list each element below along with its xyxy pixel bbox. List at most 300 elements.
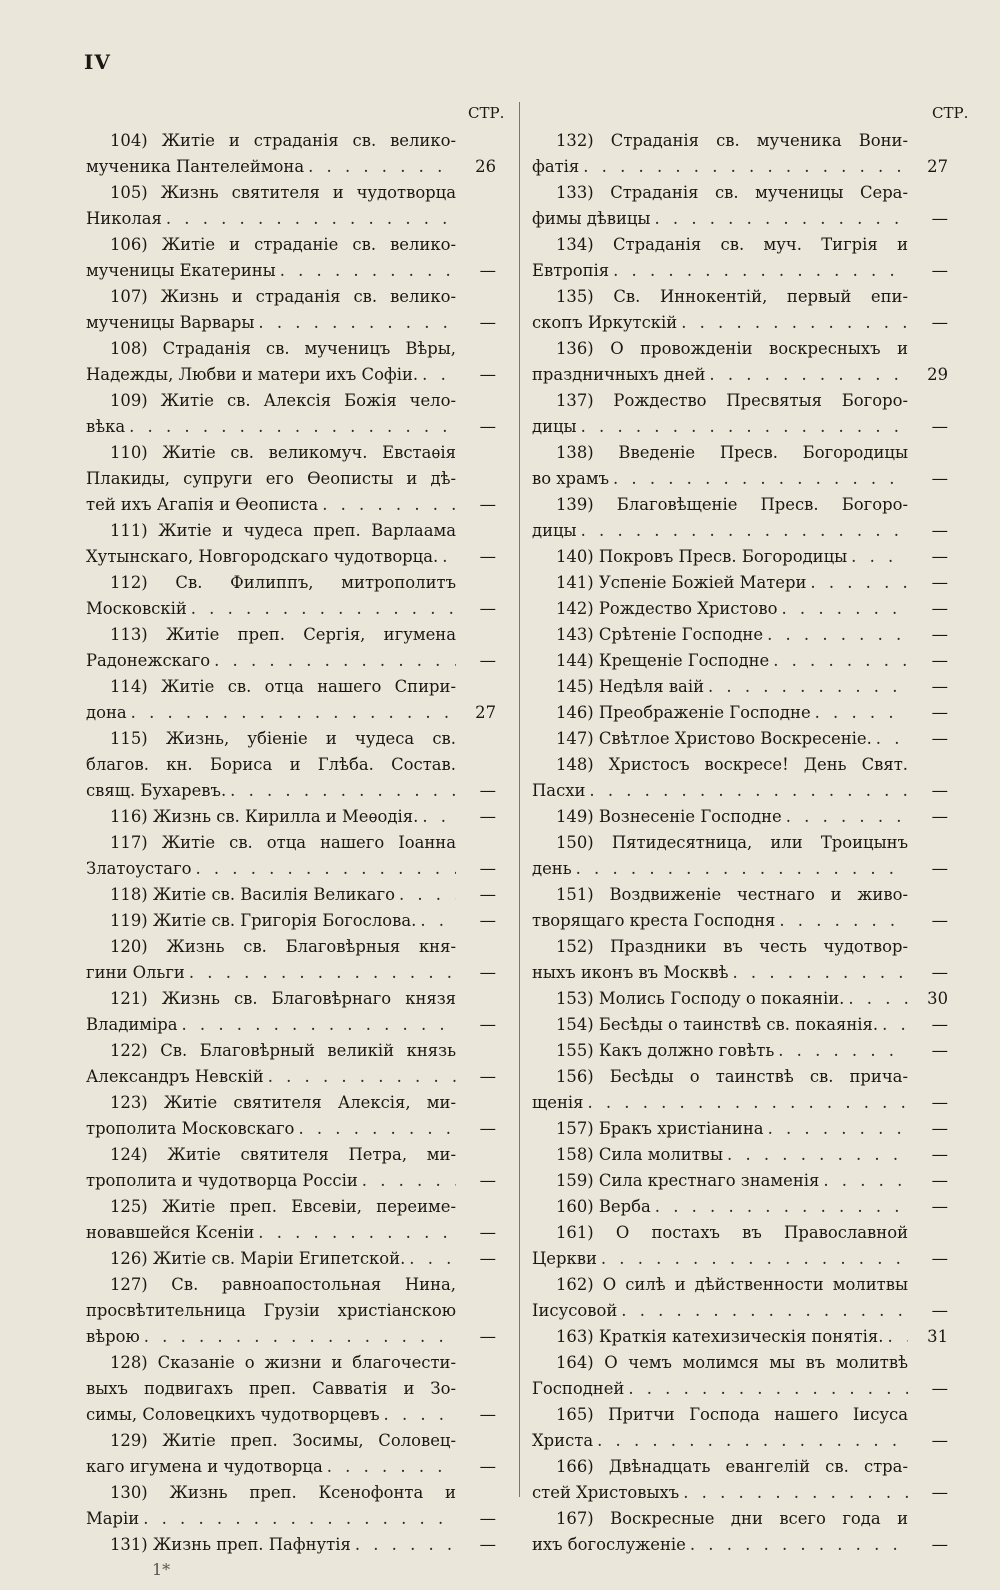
toc-page-number: —: [479, 1535, 496, 1554]
toc-entry-text: Радонежскаго: [86, 651, 211, 670]
toc-page-number: —: [931, 625, 948, 644]
toc-entry: [532, 1012, 948, 1038]
toc-entry: [86, 726, 496, 804]
toc-entry-text: Христа: [532, 1431, 594, 1450]
toc-entry-text: 128) Сказаніе о жизни и благочести-: [110, 1353, 456, 1372]
toc-entry: [86, 1246, 496, 1272]
dot-leader: [214, 648, 456, 674]
toc-entry-text: 164) О чемъ молимся мы въ молитвѣ: [556, 1353, 908, 1372]
toc-entry: [86, 1350, 496, 1428]
dot-leader: [258, 1220, 456, 1246]
dot-leader: [166, 206, 456, 232]
toc-page-number: —: [479, 261, 496, 280]
toc-page-number: —: [931, 1197, 948, 1216]
toc-entry: [532, 622, 948, 648]
toc-entry: [86, 1428, 496, 1480]
dot-leader: [327, 1454, 456, 1480]
toc-entry-text: 140) Покровъ Пресв. Богородицы: [556, 547, 848, 566]
dot-leader: [851, 544, 908, 570]
toc-entry: [532, 128, 948, 180]
toc-entry-text: ихъ богослуженіе: [532, 1535, 686, 1554]
toc-entry-text: стей Христовыхъ: [532, 1483, 680, 1502]
toc-entry-text: 105) Жизнь святителя и чудотворца: [110, 183, 456, 202]
toc-page-number: —: [479, 1327, 496, 1346]
toc-entry-text: Пасхи: [532, 781, 586, 800]
dot-leader: [322, 492, 456, 518]
toc-entry-text: 119) Житіе св. Григорія Богослова.: [110, 911, 417, 930]
toc-entry: [532, 934, 948, 986]
toc-entry: [532, 1220, 948, 1272]
dot-leader: [654, 206, 908, 232]
toc-entry-text: благов. кн. Бориса и Глѣба. Состав.: [86, 755, 456, 774]
toc-entry-text: 156) Бесѣды о таинствѣ св. прича-: [556, 1067, 908, 1086]
toc-entry-text: Владиміра: [86, 1015, 178, 1034]
dot-leader: [268, 1064, 456, 1090]
toc-page-number: 31: [927, 1327, 948, 1346]
dot-leader: [230, 778, 456, 804]
toc-entry-text: трополита и чудотворца Россіи: [86, 1171, 358, 1190]
toc-entry-text: вѣрою: [86, 1327, 140, 1346]
toc-entry: [532, 180, 948, 232]
toc-entry-text: 113) Житіе преп. Сергія, игумена: [110, 625, 456, 644]
toc-entry: [532, 882, 948, 934]
toc-entry-text: щенія: [532, 1093, 584, 1112]
toc-entry-text: 121) Жизнь св. Благовѣрнаго князя: [110, 989, 456, 1008]
toc-entry: [86, 1038, 496, 1090]
toc-entry-text: 130) Жизнь преп. Ксенофонта и: [110, 1483, 456, 1502]
right-column-contents: [532, 128, 948, 1558]
toc-page-number: —: [931, 469, 948, 488]
toc-entry-text: 158) Сила молитвы: [556, 1145, 724, 1164]
toc-page-number: —: [479, 859, 496, 878]
toc-entry-text: скопъ Иркутскій: [532, 313, 678, 332]
signature-mark: 1*: [152, 1560, 171, 1579]
dot-leader: [409, 1246, 456, 1272]
toc-entry-text: 124) Житіе святителя Петра, ми-: [110, 1145, 456, 1164]
toc-entry-text: Златоустаго: [86, 859, 192, 878]
toc-entry-text: 110) Житіе св. великомуч. Евстаѳія: [110, 443, 456, 462]
dot-leader: [810, 570, 908, 596]
dot-leader: [589, 778, 908, 804]
toc-entry-text: 160) Верба: [556, 1197, 651, 1216]
toc-page-number: —: [931, 677, 948, 696]
toc-entry: [532, 284, 948, 336]
toc-entry-text: Александръ Невскій: [86, 1067, 264, 1086]
toc-page-number: —: [479, 911, 496, 930]
dot-leader: [708, 674, 908, 700]
toc-entry: [532, 700, 948, 726]
toc-entry-text: Плакиды, супруги его Ѳеописты и дѣ-: [86, 469, 456, 488]
page-number: IV: [84, 50, 111, 74]
toc-page-number: —: [931, 651, 948, 670]
toc-entry: [532, 1402, 948, 1454]
toc-entry-text: 120) Жизнь св. Благовѣрныя кня-: [110, 937, 456, 956]
toc-entry-text: Евтропія: [532, 261, 610, 280]
toc-entry-text: 138) Введеніе Пресв. Богородицы: [556, 443, 908, 462]
toc-entry-text: 136) О провожденіи воскресныхъ и: [556, 339, 908, 358]
toc-entry-text: 115) Жизнь, убіеніе и чудеса св.: [110, 729, 456, 748]
dot-leader: [773, 648, 908, 674]
toc-entry: [86, 934, 496, 986]
toc-page-number: —: [931, 1145, 948, 1164]
dot-leader: [280, 258, 456, 284]
toc-entry-text: 147) Свѣтлое Христово Воскресеніе.: [556, 729, 872, 748]
dot-leader: [848, 986, 908, 1012]
toc-entry: [532, 336, 948, 388]
dot-leader: [768, 1116, 908, 1142]
toc-entry: [86, 440, 496, 518]
toc-entry: [532, 570, 948, 596]
toc-page-number: —: [931, 261, 948, 280]
toc-page-number: —: [931, 781, 948, 800]
toc-page-number: —: [931, 1015, 948, 1034]
toc-page-number: —: [931, 209, 948, 228]
toc-entry: [532, 596, 948, 622]
toc-entry-text: дицы: [532, 521, 577, 540]
toc-entry-text: гини Ольги: [86, 963, 185, 982]
toc-entry-text: 125) Житіе преп. Евсевіи, переиме-: [110, 1197, 456, 1216]
toc-entry-text: просвѣтительница Грузіи христіанскою: [86, 1301, 456, 1320]
toc-entry-text: фатія: [532, 157, 580, 176]
toc-entry: [86, 128, 496, 180]
toc-entry-text: 142) Рождество Христово: [556, 599, 778, 618]
toc-entry-text: праздничныхъ дней: [532, 365, 706, 384]
toc-entry-text: ныхъ иконъ въ Москвѣ: [532, 963, 729, 982]
toc-entry-text: 162) О силѣ и дѣйственности молитвы: [556, 1275, 908, 1294]
toc-page-number: —: [931, 521, 948, 540]
toc-page-number: —: [931, 573, 948, 592]
toc-page-number: 29: [927, 365, 948, 384]
toc-page-number: —: [931, 1483, 948, 1502]
toc-entry-text: 139) Благовѣщеніе Пресв. Богоро-: [556, 495, 908, 514]
dot-leader: [587, 1090, 908, 1116]
toc-page-number: —: [931, 1041, 948, 1060]
toc-page-number: —: [931, 1301, 948, 1320]
toc-page-number: —: [931, 313, 948, 332]
toc-entry: [532, 752, 948, 804]
toc-entry-text: 166) Двѣнадцать евангелій св. стра-: [556, 1457, 908, 1476]
toc-page-number: —: [931, 963, 948, 982]
toc-page-number: —: [479, 599, 496, 618]
toc-entry-text: 141) Успеніе Божіей Матери: [556, 573, 807, 592]
dot-leader: [823, 1168, 908, 1194]
dot-leader: [681, 310, 908, 336]
dot-leader: [422, 804, 456, 830]
toc-page-number: —: [931, 703, 948, 722]
toc-entry-text: 106) Житіе и страданіе св. велико-: [110, 235, 456, 254]
dot-leader: [601, 1246, 908, 1272]
dot-leader: [191, 596, 456, 622]
toc-entry-text: 152) Праздники въ честь чудотвор-: [556, 937, 908, 956]
toc-entry-text: 157) Бракъ христіанина: [556, 1119, 764, 1138]
toc-entry-text: 137) Рождество Пресвятыя Богоро-: [556, 391, 908, 410]
toc-entry: [532, 726, 948, 752]
toc-entry: [532, 1272, 948, 1324]
toc-entry-text: тей ихъ Агапія и Ѳеописта: [86, 495, 319, 514]
dot-leader: [422, 362, 456, 388]
toc-entry: [86, 1272, 496, 1350]
toc-page-number: —: [479, 1223, 496, 1242]
toc-page-number: —: [479, 495, 496, 514]
toc-entry-text: дона: [86, 703, 127, 722]
toc-entry: [86, 180, 496, 232]
dot-leader: [258, 310, 456, 336]
toc-entry-text: 143) Срѣтеніе Господне: [556, 625, 764, 644]
toc-page-number: —: [931, 1093, 948, 1112]
toc-entry: [86, 1480, 496, 1532]
toc-entry-text: Іисусовой: [532, 1301, 618, 1320]
dot-leader: [384, 1402, 456, 1428]
toc-entry-text: 116) Жизнь св. Кирилла и Меѳодія.: [110, 807, 419, 826]
toc-entry: [86, 804, 496, 830]
toc-entry-text: 129) Житіе преп. Зосимы, Соловец-: [110, 1431, 456, 1450]
toc-entry-text: 161) О постахъ въ Православной: [556, 1223, 908, 1242]
toc-page-number: —: [479, 1015, 496, 1034]
toc-page-number: —: [931, 1171, 948, 1190]
toc-page-number: —: [931, 1535, 948, 1554]
toc-entry-text: день: [532, 859, 572, 878]
toc-entry: [86, 232, 496, 284]
dot-leader: [782, 596, 908, 622]
toc-entry: [86, 830, 496, 882]
dot-leader: [442, 544, 456, 570]
dot-leader: [355, 1532, 456, 1558]
toc-page-number: —: [931, 599, 948, 618]
toc-entry-text: 154) Бесѣды о таинствѣ св. покаянія.: [556, 1015, 879, 1034]
toc-entry: [86, 1090, 496, 1142]
toc-entry: [86, 1142, 496, 1194]
toc-entry-text: 159) Сила крестнаго знаменія: [556, 1171, 820, 1190]
toc-page-number: —: [479, 1171, 496, 1190]
toc-entry: [86, 882, 496, 908]
toc-page-number: 26: [475, 157, 496, 176]
left-column-page-header: СТР.: [468, 104, 505, 122]
toc-entry-text: 111) Житіе и чудеса преп. Варлаама: [110, 521, 456, 540]
toc-entry: [86, 674, 496, 726]
toc-page-number: 27: [927, 157, 948, 176]
toc-entry: [532, 1142, 948, 1168]
toc-entry: [86, 1194, 496, 1246]
dot-leader: [727, 1142, 908, 1168]
dot-leader: [613, 466, 908, 492]
toc-entry-text: 151) Воздвиженіе честнаго и живо-: [556, 885, 908, 904]
dot-leader: [195, 856, 456, 882]
toc-entry-text: выхъ подвигахъ преп. Савватія и Зо-: [86, 1379, 456, 1398]
toc-entry-text: 122) Св. Благовѣрный великій князь: [110, 1041, 456, 1060]
dot-leader: [815, 700, 908, 726]
toc-entry-text: 131) Жизнь преп. Пафнутія: [110, 1535, 351, 1554]
toc-entry-text: 150) Пятидесятница, или Троицынъ: [556, 833, 908, 852]
dot-leader: [308, 154, 456, 180]
dot-leader: [683, 1480, 908, 1506]
toc-entry: [532, 388, 948, 440]
toc-entry-text: 117) Житіе св. отца нашего Іоанна: [110, 833, 456, 852]
toc-entry: [86, 986, 496, 1038]
toc-entry-text: Церкви: [532, 1249, 597, 1268]
toc-entry-text: 135) Св. Иннокентій, первый епи-: [556, 287, 908, 306]
toc-entry-text: 163) Краткія катехизическія понятія.: [556, 1327, 884, 1346]
toc-entry-text: трополита Московскаго: [86, 1119, 295, 1138]
toc-entry: [532, 232, 948, 284]
right-column-page-header: СТР.: [932, 104, 969, 122]
dot-leader: [786, 804, 908, 830]
dot-leader: [709, 362, 908, 388]
dot-leader: [129, 414, 456, 440]
dot-leader: [362, 1168, 456, 1194]
toc-page-number: —: [479, 547, 496, 566]
toc-entry-text: 107) Жизнь и страданія св. велико-: [110, 287, 456, 306]
toc-entry-text: Московскій: [86, 599, 187, 618]
toc-page-number: —: [479, 781, 496, 800]
dot-leader: [189, 960, 456, 986]
toc-entry-text: мученицы Варвары: [86, 313, 255, 332]
dot-leader: [182, 1012, 456, 1038]
toc-page-number: —: [479, 807, 496, 826]
toc-entry-text: 127) Св. равноапостольная Нина,: [110, 1275, 456, 1294]
toc-entry-text: фимы дѣвицы: [532, 209, 651, 228]
toc-entry-text: во храмъ: [532, 469, 609, 488]
toc-entry-text: 114) Житіе св. отца нашего Спири-: [110, 677, 456, 696]
toc-entry-text: 149) Вознесеніе Господне: [556, 807, 782, 826]
toc-page-number: —: [479, 313, 496, 332]
toc-entry: [86, 1532, 496, 1558]
toc-entry-text: Господней: [532, 1379, 625, 1398]
toc-page-number: —: [931, 807, 948, 826]
toc-page-number: —: [479, 1509, 496, 1528]
toc-entry-text: 123) Житіе святителя Алексія, ми-: [110, 1093, 456, 1112]
toc-page-number: —: [479, 651, 496, 670]
toc-entry: [532, 986, 948, 1012]
toc-entry-text: творящаго креста Господня: [532, 911, 776, 930]
dot-leader: [767, 622, 908, 648]
toc-entry: [532, 544, 948, 570]
toc-page-number: 27: [475, 703, 496, 722]
toc-entry-text: 145) Недѣля ваій: [556, 677, 704, 696]
toc-page-number: —: [479, 1457, 496, 1476]
toc-entry: [86, 622, 496, 674]
toc-entry: [86, 908, 496, 934]
toc-entry-text: 167) Воскресные дни всего года и: [556, 1509, 908, 1528]
toc-entry-text: 132) Страданія св. мученика Вони-: [556, 131, 908, 150]
toc-entry-text: 108) Страданія св. мученицъ Вѣры,: [110, 339, 456, 358]
dot-leader: [581, 518, 908, 544]
toc-page-number: —: [931, 1379, 948, 1398]
dot-leader: [576, 856, 908, 882]
toc-entry: [532, 1324, 948, 1350]
toc-page-number: —: [479, 885, 496, 904]
toc-entry: [532, 1038, 948, 1064]
toc-entry-text: новавшейся Ксеніи: [86, 1223, 255, 1242]
toc-page-number: —: [479, 1249, 496, 1268]
toc-entry-text: мученика Пантелеймона: [86, 157, 305, 176]
dot-leader: [733, 960, 908, 986]
toc-entry-text: 112) Св. Филиппъ, митрополитъ: [110, 573, 456, 592]
dot-leader: [298, 1116, 456, 1142]
dot-leader: [882, 1012, 908, 1038]
dot-leader: [779, 908, 908, 934]
toc-page-number: 30: [927, 989, 948, 1008]
toc-entry: [532, 492, 948, 544]
toc-entry: [86, 388, 496, 440]
toc-entry: [532, 1194, 948, 1220]
toc-entry: [532, 1116, 948, 1142]
toc-page-number: —: [931, 1431, 948, 1450]
toc-page-number: —: [931, 1249, 948, 1268]
toc-entry-text: 165) Притчи Господа нашего Іисуса: [556, 1405, 908, 1424]
toc-page-number: —: [479, 365, 496, 384]
toc-page-number: —: [479, 963, 496, 982]
toc-entry-text: 148) Христосъ воскресе! День Свят.: [556, 755, 908, 774]
toc-entry: [532, 648, 948, 674]
toc-entry-text: 146) Преображеніе Господне: [556, 703, 811, 722]
dot-leader: [143, 1506, 456, 1532]
toc-entry-text: дицы: [532, 417, 577, 436]
dot-leader: [583, 154, 908, 180]
toc-page-number: —: [479, 417, 496, 436]
toc-entry-text: Николая: [86, 209, 162, 228]
toc-entry-text: 126) Житіе св. Маріи Египетской.: [110, 1249, 406, 1268]
dot-leader: [131, 700, 456, 726]
dot-leader: [655, 1194, 908, 1220]
dot-leader: [621, 1298, 908, 1324]
toc-entry-text: 109) Житіе св. Алексія Божія чело-: [110, 391, 456, 410]
toc-page-number: —: [479, 1405, 496, 1424]
dot-leader: [420, 908, 456, 934]
toc-page-number: —: [931, 417, 948, 436]
toc-entry: [86, 570, 496, 622]
dot-leader: [628, 1376, 908, 1402]
toc-entry-text: каго игумена и чудотворца: [86, 1457, 323, 1476]
dot-leader: [690, 1532, 908, 1558]
toc-entry: [532, 1506, 948, 1558]
toc-entry-text: свящ. Бухаревъ.: [86, 781, 227, 800]
toc-entry: [532, 1064, 948, 1116]
toc-page-number: —: [931, 729, 948, 748]
dot-leader: [581, 414, 908, 440]
toc-entry: [532, 830, 948, 882]
dot-leader: [144, 1324, 456, 1350]
left-column-contents: [86, 128, 496, 1558]
toc-page-number: —: [931, 911, 948, 930]
toc-entry-text: мученицы Екатерины: [86, 261, 276, 280]
toc-entry-text: симы, Соловецкихъ чудотворцевъ: [86, 1405, 380, 1424]
toc-page-number: —: [931, 547, 948, 566]
toc-entry: [532, 804, 948, 830]
toc-page-number: —: [479, 1119, 496, 1138]
toc-entry-text: 155) Какъ должно говѣть: [556, 1041, 775, 1060]
toc-entry-text: 144) Крещеніе Господне: [556, 651, 770, 670]
dot-leader: [597, 1428, 908, 1454]
toc-entry: [532, 1350, 948, 1402]
column-divider: [519, 102, 520, 1497]
dot-leader: [399, 882, 456, 908]
toc-entry-text: 133) Страданія св. мученицы Сера-: [556, 183, 908, 202]
toc-page-number: —: [931, 1119, 948, 1138]
toc-entry: [532, 1168, 948, 1194]
toc-entry-text: Хутынскаго, Новгородскаго чудотворца.: [86, 547, 439, 566]
dot-leader: [887, 1324, 908, 1350]
toc-entry-text: Надежды, Любви и матери ихъ Софіи.: [86, 365, 419, 384]
toc-entry-text: вѣка: [86, 417, 126, 436]
toc-entry-text: 153) Молись Господу о покаяніи.: [556, 989, 845, 1008]
dot-leader: [613, 258, 908, 284]
toc-entry: [532, 440, 948, 492]
toc-entry: [86, 336, 496, 388]
toc-entry-text: 118) Житіе св. Василія Великаго: [110, 885, 395, 904]
toc-entry: [532, 674, 948, 700]
toc-entry: [86, 284, 496, 336]
toc-entry-text: Маріи: [86, 1509, 140, 1528]
